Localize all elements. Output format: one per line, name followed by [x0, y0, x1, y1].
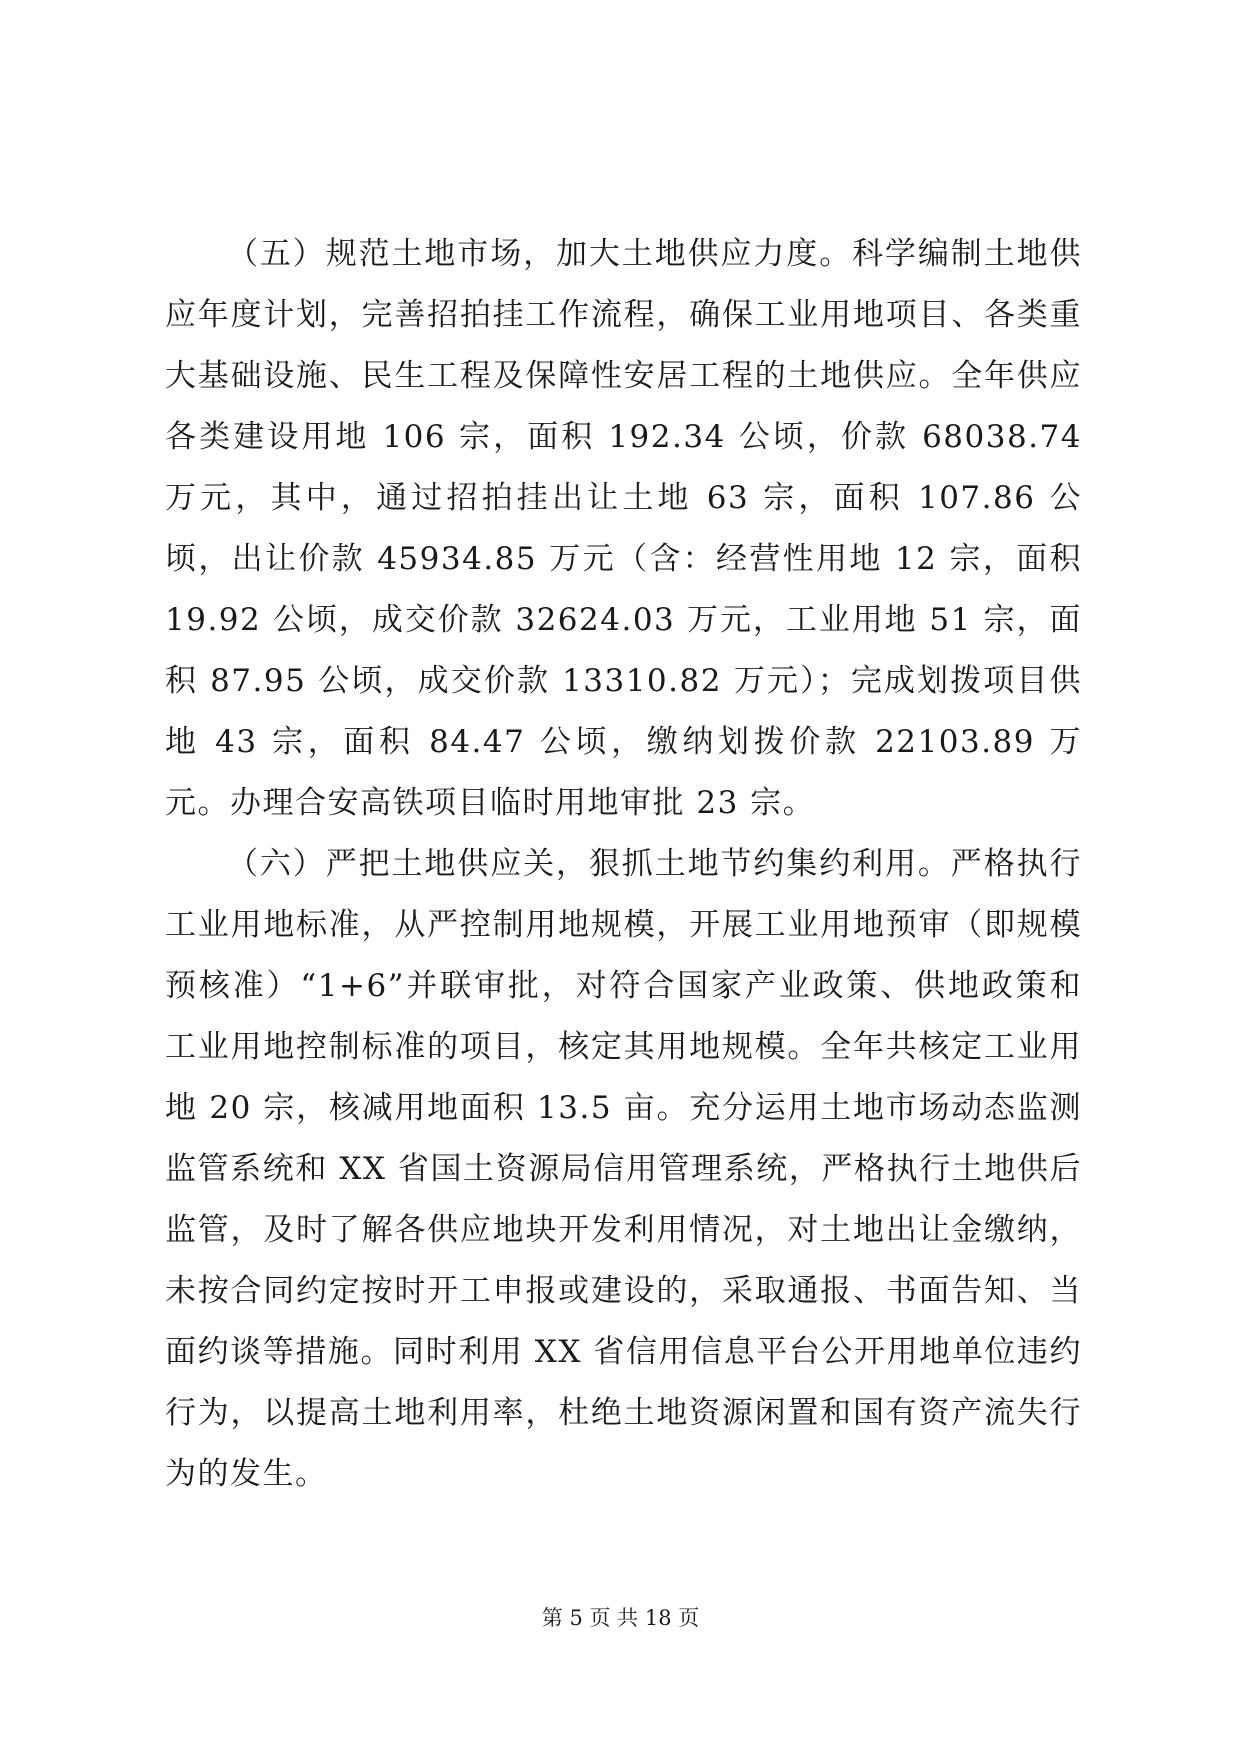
page-footer: 第 5 页 共 18 页	[541, 1606, 700, 1630]
document-body	[165, 224, 1082, 1505]
paragraph-land-supply-control: （六）严把土地供应关，狠抓土地节约集约利用。严格执行工业用地标准，从严控制用地规模，开展工业用地预审（即规模预核准）“1+6”并联审批，对符合国家产业政策、供地政策和工业用地控制标准的项目，核定其用地规模。全年共核定工业用地 20 宗，核减用地面积 13.5 亩。充分运用土地市场动态监测监管系统和 XX 省国土资源局信用管理系统，严格执行土地供后监管，及时了解各供应地块开发利用情况，对土地出让金缴纳，未按合同约定按时开工申报或建设的，采取通报、书面告知、当面约谈等措施。同时利用 XX 省信用信息平台公开用地单位违约行为，以提高土地利用率，杜绝土地资源闲置和国有资产流失行为的发生。	[165, 846, 1082, 1492]
paragraph-land-market: （五）规范土地市场，加大土地供应力度。科学编制土地供应年度计划，完善招拍挂工作流程，确保工业用地项目、各类重大基础设施、民生工程及保障性安居工程的土地供应。全年供应各类建设用地 106 宗，面积 192.34 公顷，价款 68038.74 万元，其中，通过招拍挂出让土地 63 宗，面积 107.86 公顷，出让价款 45934.85 万元（含：经营性用地 12 宗，面积 19.92 公顷，成交价款 32624.03 万元，工业用地 51 宗，面积 87.95 公顷，成交价款 13310.82 万元）；完成划拨项目供地 43 宗，面积 84.47 公顷，缴纳划拨价款 22103.89 万元。办理合安高铁项目临时用地审批 23 宗。	[165, 236, 1082, 821]
